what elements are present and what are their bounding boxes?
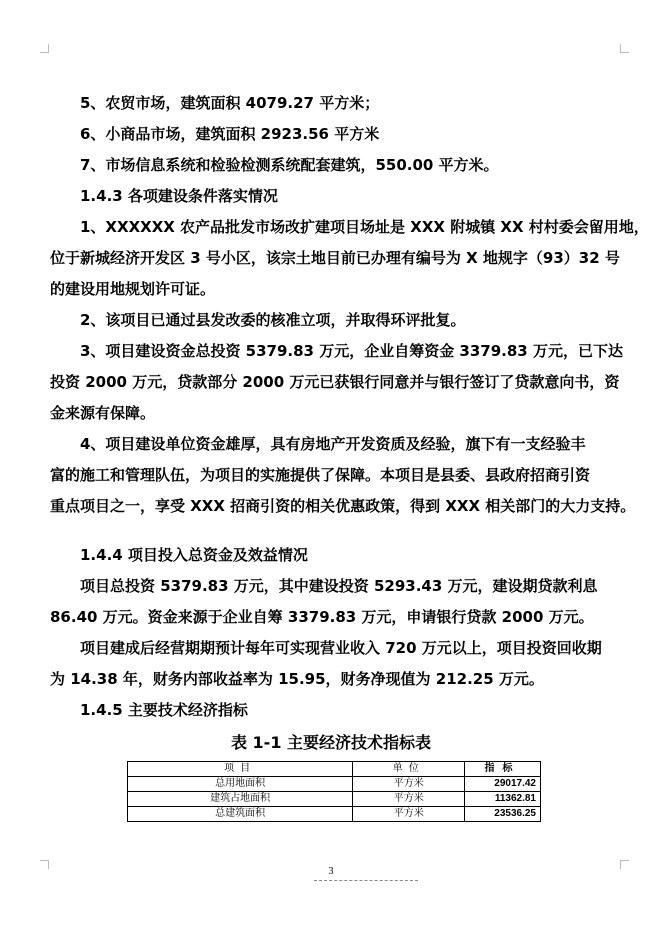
paragraph-funds-line-3: 金来源有保障。 [50, 404, 156, 422]
paragraph-investment-line-1: 项目总投资 5379.83 万元，其中建设投资 5293.43 万元，建设期贷款利息 [80, 577, 598, 595]
header-unit: 单位 [353, 762, 465, 777]
paragraph-item-6: 6、小商品市场，建筑面积 2923.56 平方米 [80, 125, 380, 143]
section-heading-1-4-3: 1.4.3 各项建设条件落实情况 [80, 187, 278, 205]
header-indicator: 指标 [465, 762, 541, 777]
crop-mark-top-right [620, 44, 629, 53]
table-row [128, 777, 541, 792]
paragraph-developer-line-3: 重点项目之一，享受 XXX 招商引资的相关优惠政策，得到 XXX 相关部门的大力支持。 [50, 497, 636, 515]
row-item: 总用地面积 [128, 777, 353, 792]
row-unit: 平方米 [353, 792, 465, 807]
paragraph-item-5: 5、农贸市场，建筑面积 4079.27 平方米； [80, 94, 380, 112]
paragraph-investment-line-2: 86.40 万元。资金来源于企业自筹 3379.83 万元，申请银行贷款 2000 万元。 [50, 608, 594, 626]
row-item: 建筑占地面积 [128, 792, 353, 807]
paragraph-item-7: 7、市场信息系统和检验检测系统配套建筑，550.00 平方米。 [80, 156, 499, 174]
table-header-row [128, 762, 541, 777]
row-value: 11362.81 [465, 792, 541, 807]
metrics-table [127, 761, 541, 822]
header-item: 项目 [128, 762, 353, 777]
footer-rule [314, 880, 418, 881]
paragraph-funds-line-1: 3、项目建设资金总投资 5379.83 万元，企业自筹资金 3379.83 万元，已下达 [80, 342, 623, 360]
section-heading-1-4-4: 1.4.4 项目投入总资金及效益情况 [80, 546, 308, 564]
table-row [128, 792, 541, 807]
paragraph-revenue-line-1: 项目建成后经营期期预计每年可实现营业收入 720 万元以上，项目投资回收期 [80, 639, 602, 657]
paragraph-site-line-1: 1、XXXXXX 农产品批发市场改扩建项目场址是 XXX 附城镇 XX 村村委会留用地， [80, 218, 649, 236]
row-unit: 平方米 [353, 807, 465, 822]
row-value: 29017.42 [465, 777, 541, 792]
row-item: 总建筑面积 [128, 807, 353, 822]
paragraph-developer-line-2: 富的施工和管理队伍，为项目的实施提供了保障。本项目是县委、县政府招商引资 [50, 466, 591, 484]
paragraph-funds-line-2: 投资 2000 万元，贷款部分 2000 万元已获银行同意并与银行签订了贷款意向书，资 [50, 373, 620, 391]
paragraph-approval: 2、该项目已通过县发改委的核准立项，并取得环评批复。 [80, 311, 466, 329]
row-value: 23536.25 [465, 807, 541, 822]
crop-mark-top-left [40, 44, 49, 53]
page-number: 3 [328, 866, 334, 877]
section-heading-1-4-5: 1.4.5 主要技术经济指标 [80, 701, 248, 719]
table-title: 表 1-1 主要经济技术指标表 [230, 733, 432, 752]
paragraph-developer-line-1: 4、项目建设单位资金雄厚，具有房地产开发资质及经验，旗下有一支经验丰 [80, 435, 586, 453]
table-row [128, 807, 541, 822]
row-unit: 平方米 [353, 777, 465, 792]
paragraph-revenue-line-2: 为 14.38 年，财务内部收益率为 15.95，财务净现值为 212.25 万元。 [50, 670, 544, 688]
paragraph-site-line-3: 的建设用地规划许可证。 [50, 280, 216, 298]
paragraph-site-line-2: 位于新城经济开发区 3 号小区，该宗土地目前已办理有编号为 X 地规字（93）32 号 [50, 249, 620, 267]
